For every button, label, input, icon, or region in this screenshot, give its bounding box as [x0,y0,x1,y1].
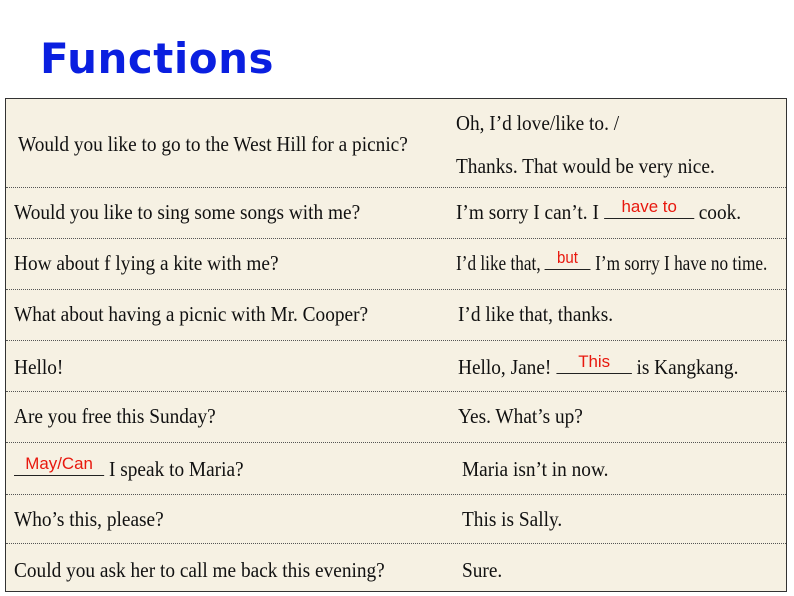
table-row [6,290,786,341]
answer-text: have to [621,197,677,216]
response-cell: Yes. What’s up? [458,404,583,428]
response-text: I’m sorry I can’t. I [456,200,604,224]
question-cell: Are you free this Sunday? [14,404,216,428]
question-text: I speak to Maria? [104,457,244,481]
question-cell: Who’s this, please? [14,507,164,531]
table-row [6,188,786,239]
answer-text: This [577,352,610,371]
question-cell: Would you like to sing some songs with me? [14,200,361,224]
response-cell: Oh, I’d love/like to. / [456,111,620,135]
response-text: Hello, Jane! [458,355,557,379]
table-row [6,392,786,443]
answer-blank [556,352,631,374]
answer-text: May/Can [25,454,93,473]
response-cell: Thanks. That would be very nice. [456,154,715,178]
response-cell: I’d like that, thanks. [458,302,614,326]
answer-blank [545,248,591,270]
table-row [6,341,786,392]
response-cell [458,352,739,380]
response-cell: This is Sally. [462,507,563,531]
response-cell: Sure. [462,558,503,582]
response-text: is Kangkang. [631,355,739,379]
question-cell: Would you like to go to the West Hill for a picnic? [18,132,408,156]
functions-table [5,98,787,592]
table-row [6,544,786,592]
response-text: I’d like that, [456,251,545,275]
response-text: I’m sorry I have no time. [590,251,768,275]
response-cell: Maria isn’t in now. [462,457,609,481]
question-cell: Could you ask her to call me back this evening? [14,558,385,582]
table-row [6,99,786,188]
question-cell: What about having a picnic with Mr. Cooper? [14,302,369,326]
question-cell: Hello! [14,355,64,379]
question-cell [14,454,244,482]
answer-text: but [557,248,579,267]
page-title: Functions [40,34,275,83]
response-cell [456,197,742,225]
table-row [6,443,786,495]
answer-blank [604,197,694,219]
answer-blank [14,454,104,476]
question-cell: How about f lying a kite with me? [14,251,279,275]
table-row [6,239,786,290]
table-row [6,495,786,544]
response-cell [456,248,768,276]
response-text: cook. [693,200,742,224]
